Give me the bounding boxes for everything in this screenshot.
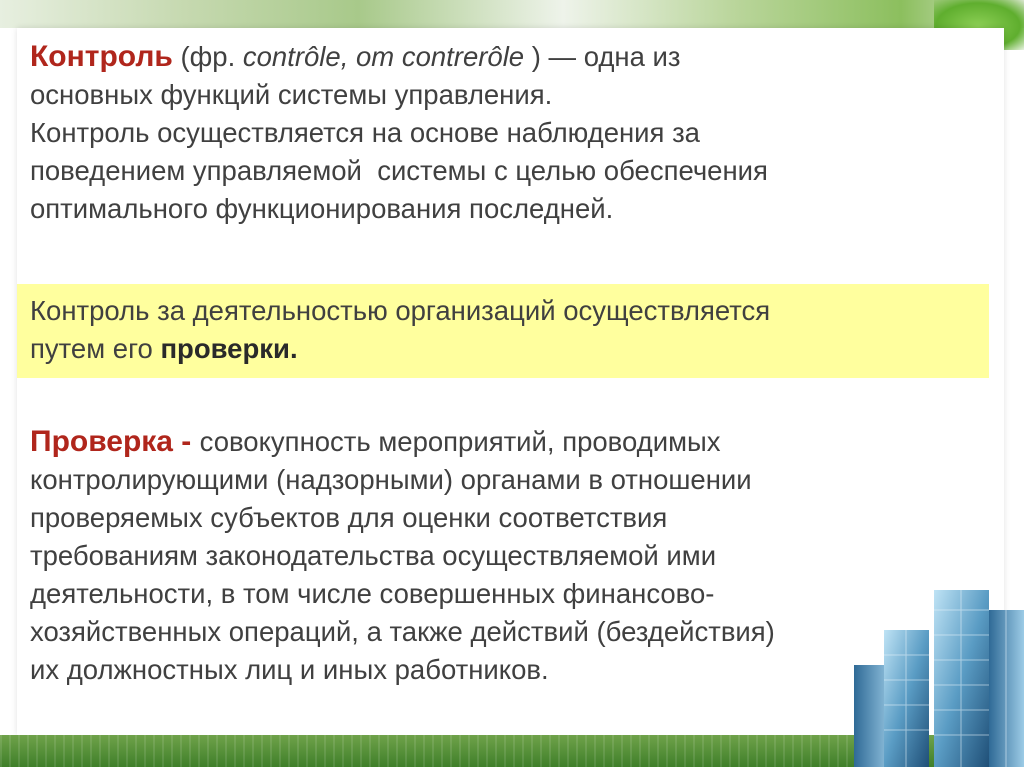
control-definition xyxy=(30,38,768,228)
etymology-open: (фр. xyxy=(172,41,243,72)
top-decor-band xyxy=(0,0,1024,28)
term-control: Контроль xyxy=(30,40,173,73)
control-definition-line-4: поведением управляемой системы с целью обеспечения xyxy=(30,155,768,186)
control-definition-line-1 xyxy=(30,38,768,76)
term-check: Проверка - xyxy=(30,425,200,458)
check-definition-line-7: их должностных лиц и иных работников. xyxy=(30,654,549,685)
check-definition-line-1 xyxy=(30,423,775,461)
etymology-italic: contrôle, от contrerôle xyxy=(242,41,525,72)
control-definition-line-3: Контроль осуществляется на основе наблюдения за xyxy=(30,117,700,148)
etymology-close: ) — одна из xyxy=(524,41,681,72)
control-definition-line-5: оптимального функционирования последней. xyxy=(30,193,614,224)
check-definition-line-5: деятельности, в том числе совершенных финансово- xyxy=(30,578,715,609)
check-definition-line-1-rest: совокупность мероприятий, проводимых xyxy=(199,426,721,457)
highlight-line-2 xyxy=(30,330,770,368)
highlight-line-1: Контроль за деятельностью организаций осуществляется xyxy=(30,295,771,326)
check-definition-line-4: требованиям законодательства осуществляемой ими xyxy=(30,540,717,571)
check-definition-line-3: проверяемых субъектов для оценки соответствия xyxy=(30,502,668,533)
highlight-prefix: путем его xyxy=(30,333,161,364)
check-definition xyxy=(30,423,775,689)
buildings-image xyxy=(854,590,1024,767)
highlight-text xyxy=(30,292,770,368)
highlight-bold-term: проверки. xyxy=(160,333,298,364)
control-definition-line-2: основных функций системы управления. xyxy=(30,79,553,110)
check-definition-line-6: хозяйственных операций, а также действий (бездействия) xyxy=(30,616,775,647)
check-definition-line-2: контролирующими (надзорными) органами в отношении xyxy=(30,464,752,495)
